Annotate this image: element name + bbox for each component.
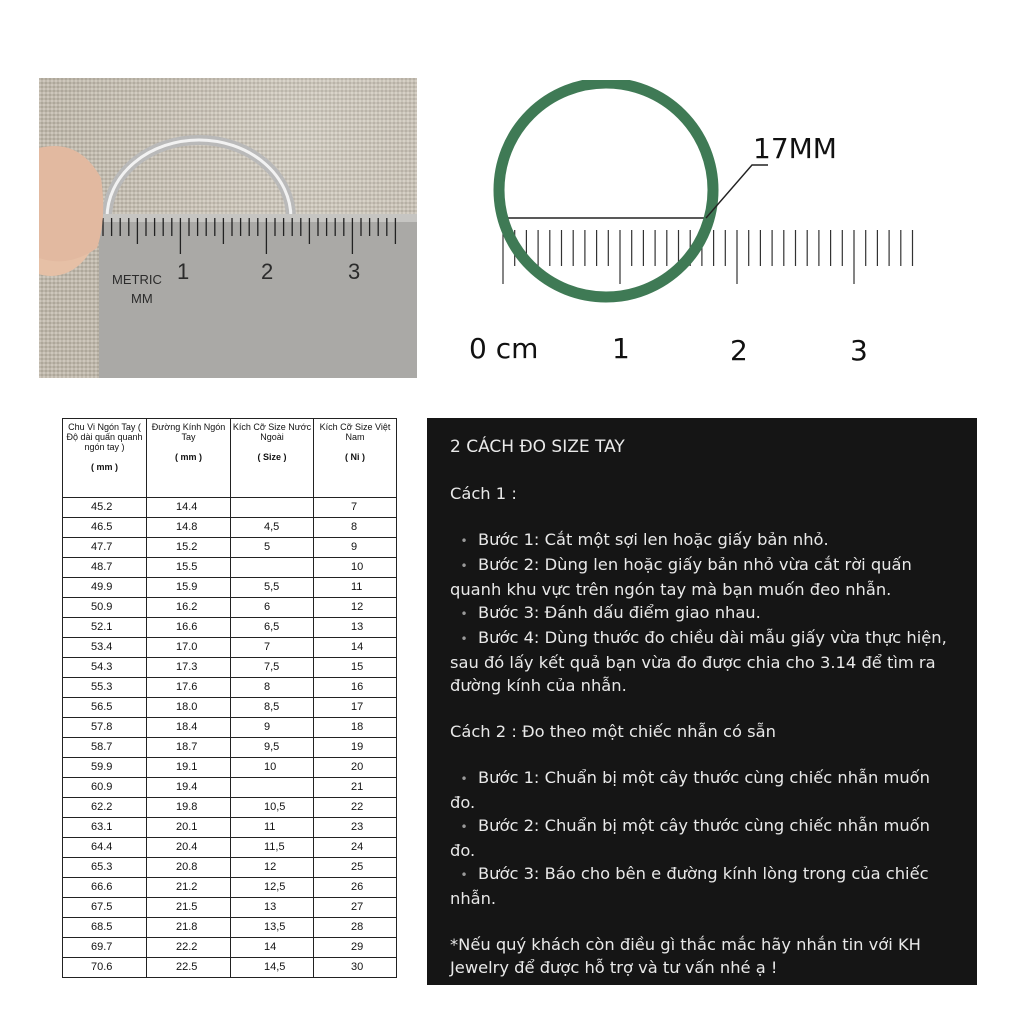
measurement-label: 17MM bbox=[753, 132, 837, 165]
contact-note: *Nếu quý khách còn điều gì thắc mắc hãy nhắn tin với KH Jewelry để được hỗ trợ và tư vấn nhé ạ ! bbox=[450, 935, 921, 977]
circumference-cell: 49.9 bbox=[63, 578, 147, 598]
vn-size-cell: 21 bbox=[314, 778, 397, 798]
diameter-cell: 22.2 bbox=[147, 938, 231, 958]
header-title: Chu Vi Ngón Tay ( Độ dài quấn quanh ngón tay ) bbox=[66, 422, 143, 452]
table-row bbox=[63, 618, 397, 638]
method1-step-1 bbox=[450, 528, 953, 553]
diameter-cell: 21.5 bbox=[147, 898, 231, 918]
step-text: Bước 4: Dùng thước đo chiều dài mẫu giấy vừa thực hiện, sau đó lấy kết quả bạn vừa đo được chia cho 3.14 để tìm ra đường kính của nhẫn. bbox=[450, 628, 947, 695]
intl-size-cell: 10 bbox=[231, 758, 314, 778]
step-text: Bước 2: Dùng len hoặc giấy bản nhỏ vừa cắt rời quấn quanh khu vực trên ngón tay mà bạn muốn đeo nhẫn. bbox=[450, 555, 912, 599]
vn-size-cell: 19 bbox=[314, 738, 397, 758]
ruler-number-1: 1 bbox=[177, 259, 190, 284]
vn-size-cell: 26 bbox=[314, 878, 397, 898]
circumference-cell: 56.5 bbox=[63, 698, 147, 718]
intl-size-cell: 4,5 bbox=[231, 518, 314, 538]
method1-step-3 bbox=[450, 601, 953, 626]
circumference-cell: 60.9 bbox=[63, 778, 147, 798]
vn-size-cell: 14 bbox=[314, 638, 397, 658]
vn-size-cell: 13 bbox=[314, 618, 397, 638]
measure-guide-panel bbox=[427, 418, 977, 985]
diameter-cell: 22.5 bbox=[147, 958, 231, 978]
diameter-cell: 20.1 bbox=[147, 818, 231, 838]
vn-size-cell: 28 bbox=[314, 918, 397, 938]
diameter-cell: 14.4 bbox=[147, 498, 231, 518]
step-text: Bước 1: Chuẩn bị một cây thước cùng chiếc nhẫn muốn đo. bbox=[450, 768, 930, 812]
table-row bbox=[63, 778, 397, 798]
intl-size-cell: 5 bbox=[231, 538, 314, 558]
intl-size-cell: 6 bbox=[231, 598, 314, 618]
intl-size-cell: 6,5 bbox=[231, 618, 314, 638]
axis-label-3: 3 bbox=[850, 334, 868, 367]
vn-size-cell: 15 bbox=[314, 658, 397, 678]
circumference-cell: 50.9 bbox=[63, 598, 147, 618]
table-row bbox=[63, 798, 397, 818]
vn-size-cell: 9 bbox=[314, 538, 397, 558]
vn-size-cell: 20 bbox=[314, 758, 397, 778]
step-text: Bước 3: Báo cho bên e đường kính lòng trong của chiếc nhẫn. bbox=[450, 864, 929, 908]
table-row bbox=[63, 918, 397, 938]
circumference-cell: 68.5 bbox=[63, 918, 147, 938]
header-unit: ( mm ) bbox=[91, 462, 118, 472]
circumference-cell: 66.6 bbox=[63, 878, 147, 898]
header-vn-size bbox=[314, 419, 397, 498]
step-text: Bước 2: Chuẩn bị một cây thước cùng chiếc nhẫn muốn đo. bbox=[450, 816, 930, 860]
table-row bbox=[63, 938, 397, 958]
diameter-cell: 17.0 bbox=[147, 638, 231, 658]
step-text: Bước 3: Đánh dấu điểm giao nhau. bbox=[478, 603, 761, 622]
ring-ruler-photo bbox=[39, 78, 417, 378]
table-row bbox=[63, 498, 397, 518]
axis-label-0cm: 0 cm bbox=[469, 332, 539, 365]
vn-size-cell: 12 bbox=[314, 598, 397, 618]
circumference-cell: 70.6 bbox=[63, 958, 147, 978]
intl-size-cell: 7 bbox=[231, 638, 314, 658]
intl-size-cell: 9 bbox=[231, 718, 314, 738]
table-row bbox=[63, 818, 397, 838]
table-row bbox=[63, 878, 397, 898]
table-row bbox=[63, 838, 397, 858]
table-body bbox=[63, 498, 397, 978]
method2-label: Cách 2 : Đo theo một chiếc nhẫn có sẵn bbox=[450, 722, 776, 741]
table-row bbox=[63, 658, 397, 678]
table-row bbox=[63, 958, 397, 978]
circumference-cell: 64.4 bbox=[63, 838, 147, 858]
table-row bbox=[63, 638, 397, 658]
intl-size-cell: 10,5 bbox=[231, 798, 314, 818]
vn-size-cell: 22 bbox=[314, 798, 397, 818]
ring-circle bbox=[499, 83, 713, 297]
diameter-cell: 18.7 bbox=[147, 738, 231, 758]
vn-size-cell: 24 bbox=[314, 838, 397, 858]
header-unit: ( Ni ) bbox=[345, 452, 365, 462]
table-row bbox=[63, 598, 397, 618]
intl-size-cell: 13 bbox=[231, 898, 314, 918]
circumference-cell: 67.5 bbox=[63, 898, 147, 918]
table-row bbox=[63, 738, 397, 758]
vn-size-cell: 7 bbox=[314, 498, 397, 518]
header-unit: ( mm ) bbox=[175, 452, 202, 462]
ruler-metric-label: METRIC bbox=[112, 272, 162, 287]
vn-size-cell: 18 bbox=[314, 718, 397, 738]
circumference-cell: 59.9 bbox=[63, 758, 147, 778]
ring-ruler-illustration bbox=[39, 78, 417, 378]
vn-size-cell: 8 bbox=[314, 518, 397, 538]
diameter-cell: 19.1 bbox=[147, 758, 231, 778]
ruler-number-2: 2 bbox=[261, 259, 274, 284]
diameter-cell: 18.4 bbox=[147, 718, 231, 738]
intl-size-cell: 8 bbox=[231, 678, 314, 698]
circumference-cell: 62.2 bbox=[63, 798, 147, 818]
circumference-cell: 69.7 bbox=[63, 938, 147, 958]
method2-step-3 bbox=[450, 862, 953, 910]
table-row bbox=[63, 538, 397, 558]
intl-size-cell: 12,5 bbox=[231, 878, 314, 898]
table-row bbox=[63, 718, 397, 738]
table-row bbox=[63, 858, 397, 878]
ring-size-table bbox=[62, 418, 397, 978]
axis-label-1: 1 bbox=[612, 332, 630, 365]
circumference-cell: 65.3 bbox=[63, 858, 147, 878]
intl-size-cell: 11 bbox=[231, 818, 314, 838]
diameter-cell: 21.8 bbox=[147, 918, 231, 938]
table-header-row bbox=[63, 419, 397, 498]
vn-size-cell: 23 bbox=[314, 818, 397, 838]
table-row bbox=[63, 578, 397, 598]
intl-size-cell: 9,5 bbox=[231, 738, 314, 758]
ring-diameter-diagram bbox=[440, 80, 960, 380]
diameter-cell: 18.0 bbox=[147, 698, 231, 718]
axis-label-2: 2 bbox=[730, 334, 748, 367]
intl-size-cell: 7,5 bbox=[231, 658, 314, 678]
method1-step-2 bbox=[450, 553, 953, 601]
diameter-cell: 19.8 bbox=[147, 798, 231, 818]
method2-step-1 bbox=[450, 766, 953, 814]
intl-size-cell bbox=[231, 558, 314, 578]
diameter-cell: 14.8 bbox=[147, 518, 231, 538]
intl-size-cell: 11,5 bbox=[231, 838, 314, 858]
diameter-cell: 16.6 bbox=[147, 618, 231, 638]
diameter-cell: 15.9 bbox=[147, 578, 231, 598]
diameter-cell: 15.2 bbox=[147, 538, 231, 558]
diameter-cell: 15.5 bbox=[147, 558, 231, 578]
intl-size-cell bbox=[231, 778, 314, 798]
ruler-unit-label: MM bbox=[131, 291, 153, 306]
vn-size-cell: 16 bbox=[314, 678, 397, 698]
table-row bbox=[63, 558, 397, 578]
circumference-cell: 57.8 bbox=[63, 718, 147, 738]
vn-size-cell: 27 bbox=[314, 898, 397, 918]
intl-size-cell: 14 bbox=[231, 938, 314, 958]
table-row bbox=[63, 678, 397, 698]
circumference-cell: 53.4 bbox=[63, 638, 147, 658]
circumference-cell: 54.3 bbox=[63, 658, 147, 678]
table-row bbox=[63, 698, 397, 718]
header-title: Đường Kính Ngón Tay bbox=[151, 422, 226, 442]
intl-size-cell: 14,5 bbox=[231, 958, 314, 978]
header-unit: ( Size ) bbox=[257, 452, 287, 462]
intl-size-cell bbox=[231, 498, 314, 518]
diameter-cell: 21.2 bbox=[147, 878, 231, 898]
diameter-cell: 19.4 bbox=[147, 778, 231, 798]
header-intl-size bbox=[231, 419, 314, 498]
header-title: Kích Cỡ Size Việt Nam bbox=[319, 422, 391, 442]
vn-size-cell: 29 bbox=[314, 938, 397, 958]
diameter-cell: 20.4 bbox=[147, 838, 231, 858]
circumference-cell: 52.1 bbox=[63, 618, 147, 638]
circumference-cell: 55.3 bbox=[63, 678, 147, 698]
method2-step-2 bbox=[450, 814, 953, 862]
intl-size-cell: 8,5 bbox=[231, 698, 314, 718]
diameter-cell: 17.6 bbox=[147, 678, 231, 698]
intl-size-cell: 5,5 bbox=[231, 578, 314, 598]
intl-size-cell: 12 bbox=[231, 858, 314, 878]
vn-size-cell: 10 bbox=[314, 558, 397, 578]
diameter-cell: 16.2 bbox=[147, 598, 231, 618]
table-row bbox=[63, 898, 397, 918]
circumference-cell: 63.1 bbox=[63, 818, 147, 838]
header-diameter bbox=[147, 419, 231, 498]
guide-title: 2 CÁCH ĐO SIZE TAY bbox=[450, 437, 625, 457]
circumference-cell: 46.5 bbox=[63, 518, 147, 538]
intl-size-cell: 13,5 bbox=[231, 918, 314, 938]
vn-size-cell: 11 bbox=[314, 578, 397, 598]
vn-size-cell: 30 bbox=[314, 958, 397, 978]
ruler-number-3: 3 bbox=[348, 259, 361, 284]
circumference-cell: 48.7 bbox=[63, 558, 147, 578]
method1-label: Cách 1 : bbox=[450, 484, 517, 503]
method1-step-4 bbox=[450, 626, 953, 697]
vn-size-cell: 17 bbox=[314, 698, 397, 718]
thumb-shape bbox=[39, 146, 103, 261]
circumference-cell: 47.7 bbox=[63, 538, 147, 558]
circumference-cell: 45.2 bbox=[63, 498, 147, 518]
table-row bbox=[63, 758, 397, 778]
diameter-cell: 17.3 bbox=[147, 658, 231, 678]
step-text: Bước 1: Cắt một sợi len hoặc giấy bản nhỏ. bbox=[478, 530, 829, 549]
header-circumference bbox=[63, 419, 147, 498]
circumference-cell: 58.7 bbox=[63, 738, 147, 758]
vn-size-cell: 25 bbox=[314, 858, 397, 878]
table-row bbox=[63, 518, 397, 538]
diameter-cell: 20.8 bbox=[147, 858, 231, 878]
header-title: Kích Cỡ Size Nước Ngoài bbox=[232, 422, 312, 442]
